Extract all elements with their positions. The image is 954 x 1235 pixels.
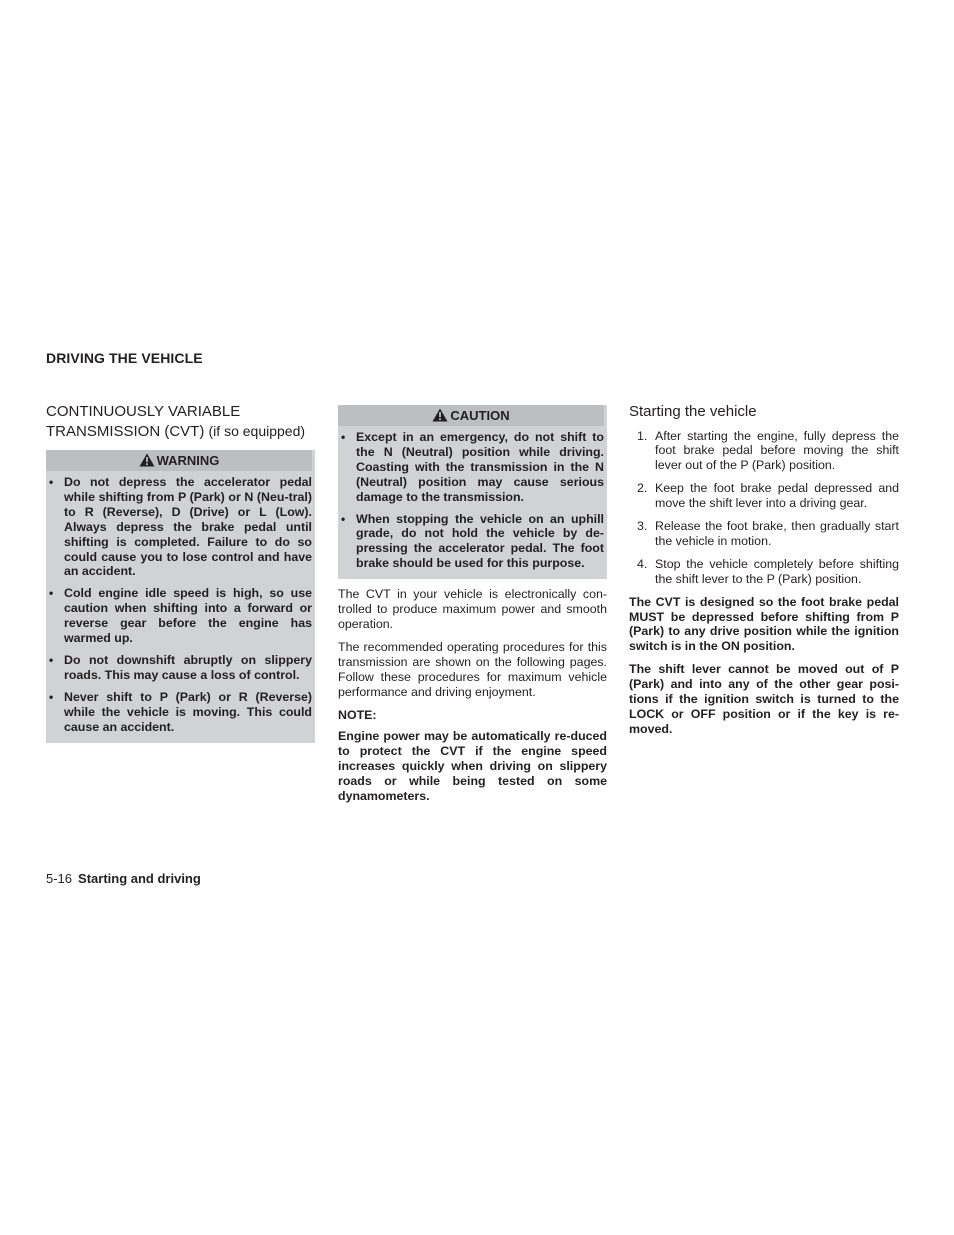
caution-list bbox=[338, 430, 604, 571]
list-item: 1. After starting the engine, fully depress the foot brake pedal before moving the shift lever out of the P (Park) position. bbox=[637, 428, 899, 473]
caution-header bbox=[338, 405, 604, 426]
warning-header bbox=[46, 450, 312, 471]
list-item: 3. Release the foot brake, then gradually start the vehicle in motion. bbox=[637, 519, 899, 548]
column-left bbox=[46, 402, 315, 743]
bullet-icon: • bbox=[49, 475, 54, 489]
note-label: NOTE: bbox=[338, 707, 377, 722]
starting-title: Starting the vehicle bbox=[629, 403, 757, 420]
list-item: • Cold engine idle speed is high, so use caution when shifting into a forward or reverse gear before the engine has warmed up. bbox=[49, 586, 312, 646]
column-right bbox=[629, 402, 899, 745]
bold-paragraph: The CVT is designed so the foot brake pedal MUST be depressed before shifting from P (Park) to any drive position while the ignition switch is in the ON position. bbox=[629, 594, 899, 654]
warning-list bbox=[46, 475, 312, 735]
caution-box bbox=[338, 405, 607, 579]
bullet-icon: • bbox=[49, 689, 54, 704]
page-number: 5-16 bbox=[46, 871, 73, 886]
body-paragraph: The recommended operating procedures for this transmission are shown on the following pages. Follow these procedures for maximum vehicle performance and driving enjoyment. bbox=[338, 639, 607, 699]
list-item: • Never shift to P (Park) or R (Reverse) while the vehicle is moving. This could cause an accident. bbox=[49, 689, 312, 734]
section-heading: DRIVING THE VEHICLE bbox=[46, 350, 203, 366]
bullet-icon: • bbox=[341, 430, 346, 444]
bullet-icon: • bbox=[49, 652, 54, 667]
warning-triangle-icon bbox=[139, 452, 155, 473]
starting-steps bbox=[629, 429, 899, 587]
note-text: Engine power may be automatically re-duced to protect the CVT if the engine speed increases quickly when driving on slippery roads or while being tested on some dynamometers. bbox=[338, 729, 607, 804]
cvt-title bbox=[46, 402, 315, 441]
list-item: • Do not depress the accelerator pedal while shifting from P (Park) or N (Neu-tral) to R (Reverse), D (Drive) or L (Low). Always depress the brake pedal until shifting is completed. Failure to do so could cause you to lose control and have an accident. bbox=[49, 475, 312, 579]
list-item: • When stopping the vehicle on an uphill grade, do not hold the vehicle by de-pressing the accelerator pedal. The foot brake should be used for this purpose. bbox=[341, 511, 604, 571]
column-middle bbox=[338, 405, 607, 812]
list-item: 2. Keep the foot brake pedal depressed and move the shift lever into a driving gear. bbox=[637, 481, 899, 511]
bold-paragraph: The shift lever cannot be moved out of P (Park) and into any of the other gear posi-tions if the ignition switch is turned to the LOCK or OFF position or if the key is re-moved. bbox=[629, 662, 899, 736]
bullet-icon: • bbox=[341, 511, 346, 526]
warning-triangle-icon bbox=[432, 407, 448, 428]
warning-label: WARNING bbox=[156, 453, 220, 468]
list-item: • Except in an emergency, do not shift to the N (Neutral) position while driving. Coasting with the transmission in the N (Neutral) position may cause serious damage to the transmission. bbox=[341, 430, 604, 504]
chapter-title: Starting and driving bbox=[78, 871, 201, 886]
page-footer bbox=[46, 871, 201, 886]
cvt-title-main: CONTINUOUSLY VARIABLE TRANSMISSION (CVT) bbox=[46, 403, 241, 440]
list-item: • Do not downshift abruptly on slippery roads. This may cause a loss of control. bbox=[49, 652, 312, 682]
warning-box bbox=[46, 450, 315, 743]
body-paragraph: The CVT in your vehicle is electronically con-trolled to produce maximum power and smooth operation. bbox=[338, 587, 607, 631]
cvt-title-suffix: (if so equipped) bbox=[208, 422, 306, 439]
bullet-icon: • bbox=[49, 586, 54, 601]
caution-label: CAUTION bbox=[450, 408, 510, 423]
list-item: 4. Stop the vehicle completely before shifting the shift lever to the P (Park) position. bbox=[637, 556, 899, 586]
